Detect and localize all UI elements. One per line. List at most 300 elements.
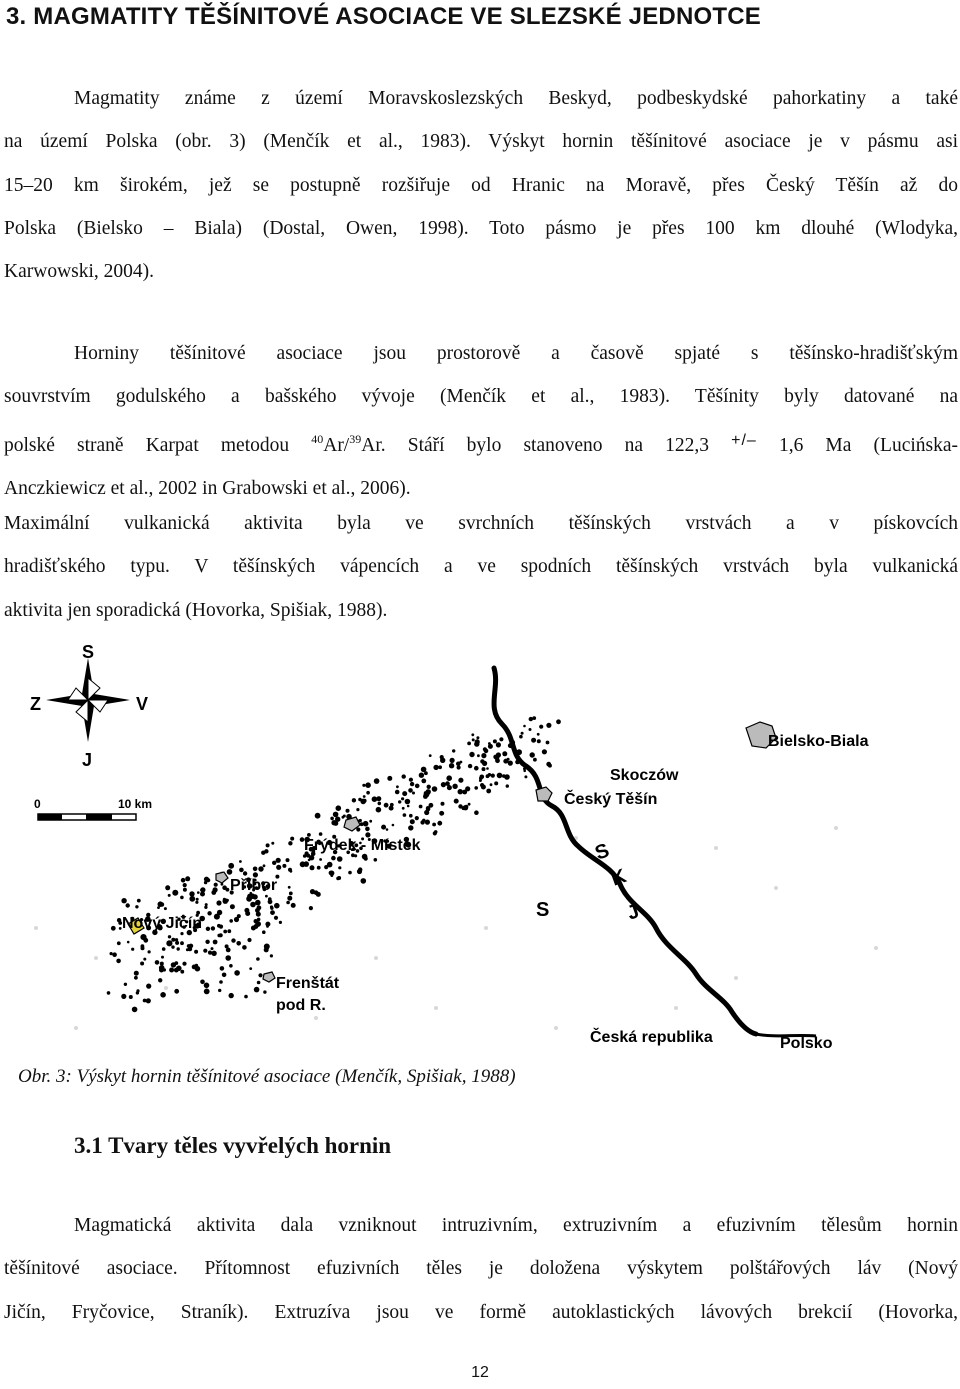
- occurrence-dot: [271, 842, 274, 845]
- occurrence-dot: [121, 994, 126, 999]
- occurrence-dot: [407, 805, 410, 808]
- occurrence-dot: [195, 966, 201, 972]
- occurrence-dot: [337, 876, 341, 880]
- occurrence-dot: [519, 735, 523, 739]
- occurrence-dot: [225, 955, 231, 961]
- occurrence-dot: [146, 998, 151, 1003]
- text-line: těšínitové asociace. Přítomnost efuzivních těles je doložena výskytem polštářových láv (Nový: [4, 1258, 958, 1280]
- text-line: souvrstvím godulského a bašského vývoje (Menčík et al., 1983). Těšínity byly datované na: [4, 386, 958, 408]
- occurrence-dot: [211, 926, 215, 930]
- occurrence-dot: [217, 934, 220, 937]
- scale-start-label: 0: [34, 797, 41, 811]
- occurrence-dot: [467, 742, 471, 746]
- paragraph-intro: [4, 77, 958, 293]
- paragraph-activity: [4, 502, 958, 632]
- occurrence-dot: [229, 964, 233, 968]
- occurrence-dot: [516, 749, 522, 755]
- occurrence-dot: [214, 914, 220, 920]
- occurrence-dot: [421, 779, 426, 784]
- occurrence-dot: [264, 849, 268, 853]
- occurrence-dot: [362, 854, 368, 860]
- occurrence-dot: [494, 781, 498, 785]
- occurrence-dot: [200, 980, 205, 985]
- occurrence-dot: [426, 807, 430, 811]
- occurrence-dot: [250, 902, 256, 908]
- occurrence-dot: [270, 910, 275, 915]
- occurrence-dot: [327, 862, 333, 868]
- occurrence-dot: [336, 805, 342, 811]
- occurrence-dot: [363, 799, 367, 803]
- occurrence-dot: [423, 794, 428, 799]
- occurrence-dot: [502, 751, 507, 756]
- occurrence-dot: [405, 799, 411, 805]
- occurrence-dot: [531, 738, 536, 743]
- occurrence-dot: [189, 896, 195, 902]
- occurrence-dot: [490, 783, 493, 786]
- occurrence-dot: [434, 830, 438, 834]
- occurrence-dot: [256, 957, 260, 961]
- text-line: Anczkiewicz et al., 2002 in Grabowski et al., 2006).: [4, 477, 411, 499]
- occurrence-dot: [523, 767, 526, 770]
- occurrence-dot: [225, 944, 229, 948]
- occurrence-dot: [256, 912, 261, 917]
- occurrence-dot: [546, 723, 551, 728]
- occurrence-dot: [458, 778, 463, 783]
- occurrence-dot: [255, 900, 261, 906]
- occurrence-dot: [396, 785, 399, 788]
- occurrence-dot: [181, 878, 186, 883]
- occurrence-dot: [433, 765, 438, 770]
- occurrence-dot: [329, 871, 334, 876]
- occurrence-dot: [257, 905, 262, 910]
- occurrence-dot: [401, 797, 404, 800]
- occurrence-dot: [291, 903, 296, 908]
- occurrence-dot: [486, 789, 491, 794]
- occurrence-dot: [107, 991, 111, 995]
- occurrence-dot: [403, 813, 407, 817]
- occurrence-dot: [438, 765, 442, 769]
- occurrence-dot: [222, 973, 227, 978]
- occurrence-dot: [352, 798, 356, 802]
- occurrence-dot: [303, 854, 307, 858]
- map-label-czech-republic: Česká republika: [590, 1029, 713, 1046]
- figure-caption: Obr. 3: Výskyt hornin těšínitové asociace (Menčík, Spišiak, 1988): [18, 1066, 516, 1086]
- occurrence-dot: [214, 883, 218, 887]
- occurrence-dot: [515, 760, 520, 765]
- text-fragment: Ar/: [323, 434, 350, 456]
- occurrence-dot: [454, 799, 459, 804]
- occurrence-dot: [244, 995, 248, 999]
- occurrence-dot: [160, 992, 166, 998]
- occurrence-dot: [468, 803, 471, 806]
- occurrence-dot: [174, 989, 179, 994]
- occurrence-dot: [419, 805, 423, 809]
- occurrence-dot: [361, 878, 367, 884]
- occurrence-dot: [244, 908, 249, 913]
- occurrence-dot: [223, 930, 227, 934]
- occurrence-dot: [220, 966, 225, 971]
- occurrence-dot: [174, 961, 178, 965]
- occurrence-dot: [137, 899, 141, 903]
- occurrence-dot: [263, 990, 266, 993]
- chapter-heading: 3. MAGMATITY TĚŠÍNITOVÉ ASOCIACE VE SLEZSKÉ JEDNOTCE: [6, 3, 761, 30]
- occurrence-dot: [474, 766, 479, 771]
- occurrence-dot: [432, 823, 436, 827]
- compass-south-label: J: [82, 750, 93, 770]
- town-label-bielsko: Bielsko-Biala: [768, 733, 869, 750]
- occurrence-dot: [402, 807, 405, 810]
- occurrence-dot: [249, 967, 252, 970]
- occurrence-dot: [213, 887, 218, 892]
- occurrence-dot: [539, 725, 543, 729]
- occurrence-dot: [253, 867, 258, 872]
- occurrence-dot: [493, 739, 497, 743]
- occurrence-dot: [452, 749, 455, 752]
- occurrence-dot: [410, 782, 414, 786]
- occurrence-dot: [286, 901, 290, 905]
- occurrence-dot: [140, 934, 146, 940]
- compass-north-label: S: [82, 642, 95, 662]
- occurrence-dot: [182, 962, 186, 966]
- occurrence-dot: [258, 866, 263, 871]
- occurrence-dot: [542, 749, 547, 754]
- occurrence-dot: [276, 858, 281, 863]
- occurrence-dot: [452, 784, 457, 789]
- occurrence-dot: [116, 959, 121, 964]
- occurrence-dot: [356, 808, 359, 811]
- occurrence-dot: [524, 775, 527, 778]
- occurrence-dot: [286, 858, 290, 862]
- text-line: Jičín, Fryčovice, Straník). Extruzíva jsou ve formě autoklastických lávových brekcií (Hovorka,: [4, 1301, 958, 1323]
- occurrence-dot: [319, 858, 322, 861]
- zone-letter: S: [592, 839, 613, 865]
- occurrence-dot: [169, 968, 174, 973]
- occurrence-dot: [216, 900, 221, 905]
- occurrence-dot: [333, 812, 339, 818]
- occurrence-dot: [165, 885, 170, 890]
- occurrence-dot: [124, 983, 127, 986]
- occurrence-dot: [491, 774, 495, 778]
- occurrence-dot: [175, 941, 179, 945]
- occurrence-dot: [363, 795, 366, 798]
- occurrence-dot: [162, 947, 166, 951]
- occurrence-dot: [372, 796, 378, 802]
- text-line-dating: [4, 419, 958, 467]
- occurrence-dot: [272, 861, 276, 865]
- occurrence-dot: [409, 778, 413, 782]
- occurrence-dot: [310, 889, 315, 894]
- occurrence-dot: [228, 863, 234, 869]
- occurrence-dot: [479, 779, 482, 782]
- occurrence-dot: [175, 938, 178, 941]
- occurrence-dot: [508, 743, 513, 748]
- occurrence-dot: [239, 868, 244, 873]
- occurrence-dot: [177, 947, 180, 950]
- occurrence-dot: [134, 976, 138, 980]
- occurrence-dot: [161, 956, 164, 959]
- occurrence-dot: [424, 771, 428, 775]
- occurrence-dot: [254, 919, 258, 923]
- occurrence-dot: [450, 758, 455, 763]
- occurrence-dot: [422, 819, 425, 822]
- occurrence-dot: [222, 885, 227, 890]
- occurrence-dot: [408, 825, 413, 830]
- occurrence-dot: [389, 806, 394, 811]
- occurrence-dot: [112, 952, 117, 957]
- occurrence-dot: [158, 901, 164, 907]
- occurrence-dot: [183, 883, 187, 887]
- occurrence-dot: [384, 803, 389, 808]
- town-label-frenstat-2: pod R.: [276, 997, 326, 1014]
- town-label-skoczow: Skoczów: [610, 767, 679, 784]
- occurrence-dot: [257, 981, 261, 985]
- occurrence-dot: [168, 935, 171, 938]
- occurrence-dot: [266, 843, 270, 847]
- occurrence-dot: [146, 984, 151, 989]
- occurrence-dot: [234, 970, 240, 976]
- occurrence-dot: [223, 898, 229, 904]
- occurrence-dot: [309, 906, 313, 910]
- occurrence-dot: [229, 919, 233, 923]
- occurrence-dot: [168, 894, 171, 897]
- occurrence-dot: [425, 820, 430, 825]
- occurrence-dot: [533, 758, 537, 762]
- occurrence-dot: [148, 950, 151, 953]
- text-line: aktivita jen sporadická (Hovorka, Spišiak, 1988).: [4, 599, 388, 621]
- occurrence-dot: [117, 941, 121, 945]
- occurrence-dot: [279, 921, 282, 924]
- occurrence-dot: [111, 926, 116, 931]
- occurrence-dot: [395, 790, 400, 795]
- occurrence-dot: [143, 999, 147, 1003]
- zone-letter: J: [624, 900, 643, 925]
- town-label-frenstat: Frenštát: [276, 975, 340, 992]
- occurrence-dot: [398, 800, 401, 803]
- occurrence-dot: [204, 906, 207, 909]
- occurrence-dot: [126, 903, 130, 907]
- occurrence-dot: [374, 778, 380, 784]
- text-fragment: polské straně Karpat metodou: [4, 434, 312, 456]
- occurrence-dot: [189, 891, 194, 896]
- isotope-39: 39: [349, 431, 362, 446]
- occurrence-dot: [363, 821, 369, 827]
- occurrence-dot: [496, 742, 501, 747]
- occurrence-dot: [242, 945, 247, 950]
- occurrence-dot: [358, 867, 362, 871]
- occurrence-dot: [412, 792, 415, 795]
- occurrence-dot: [205, 940, 209, 944]
- occurrence-dot: [378, 802, 382, 806]
- occurrence-dot: [521, 732, 524, 735]
- occurrence-dot: [206, 927, 210, 931]
- occurrence-dot: [472, 738, 475, 741]
- occurrence-dot: [195, 901, 198, 904]
- text-fragment: Ar. Stáří bylo stanoveno na 122,3: [361, 434, 732, 456]
- compass-west-label: Z: [30, 694, 41, 714]
- occurrence-dot: [537, 739, 541, 743]
- occurrence-dot: [319, 832, 323, 836]
- paragraph-dating: [4, 332, 958, 510]
- plus-minus-sign: +/–: [731, 431, 757, 449]
- occurrence-dot: [227, 929, 231, 933]
- occurrence-dot: [270, 954, 273, 957]
- occurrence-dot: [437, 821, 442, 826]
- occurrence-dot: [432, 786, 438, 792]
- occurrence-dot: [440, 758, 445, 763]
- occurrence-dot: [507, 758, 510, 761]
- occurrence-dot: [471, 733, 474, 736]
- occurrence-dot: [219, 925, 223, 929]
- occurrence-dot: [127, 941, 130, 944]
- text-line: hradišťského typu. V těšínských vápencích a ve spodních těšínských vrstvách byla vulkanická: [4, 556, 958, 578]
- occurrence-dot: [458, 789, 463, 794]
- occurrence-dot: [429, 754, 432, 757]
- occurrence-dot: [172, 890, 178, 896]
- occurrence-dot: [488, 773, 492, 777]
- occurrence-dot: [337, 856, 343, 862]
- occurrence-dot: [176, 966, 182, 972]
- town-label-frydek: Frýdek - Místek: [304, 837, 421, 854]
- occurrence-dot: [282, 864, 286, 868]
- occurrence-dot: [134, 971, 139, 976]
- occurrence-dot: [376, 807, 382, 813]
- occurrence-dot: [488, 744, 493, 749]
- occurrence-dot: [189, 944, 194, 949]
- occurrence-dot: [343, 815, 346, 818]
- occurrence-dot: [331, 856, 336, 861]
- occurrence-dot: [468, 764, 472, 768]
- occurrence-dot: [264, 947, 269, 952]
- geology-map: [16, 628, 960, 1060]
- occurrence-dot: [171, 938, 175, 942]
- occurrence-dot: [204, 989, 210, 995]
- occurrence-dot: [456, 762, 461, 767]
- occurrence-dot: [185, 876, 190, 881]
- occurrence-dot: [289, 892, 293, 896]
- occurrence-dot: [386, 828, 389, 831]
- occurrence-dot: [348, 871, 352, 875]
- occurrence-dot: [196, 898, 199, 901]
- map-label-poland: Polsko: [780, 1035, 833, 1052]
- text-line: Magmatická aktivita dala vzniknout intruzivním, extruzivním a efuzivním tělesům hornin: [74, 1215, 958, 1236]
- occurrence-dot: [362, 784, 365, 787]
- paragraph-shapes: [4, 1204, 958, 1334]
- occurrence-dot: [219, 980, 223, 984]
- text-line: na území Polska (obr. 3) (Menčík et al., 1983). Výskyt hornin těšínitové asociace je v pásmu asi: [4, 131, 958, 153]
- occurrence-dot: [207, 911, 211, 915]
- occurrence-dot: [218, 989, 221, 992]
- text-line: Maximální vulkanická aktivita byla ve svrchních těšínských vrstvách a v pískovcích: [4, 513, 958, 534]
- occurrence-dot: [402, 791, 407, 796]
- occurrence-dot: [508, 761, 513, 766]
- occurrence-dot: [237, 914, 241, 918]
- occurrence-dot: [211, 947, 214, 950]
- occurrence-dot: [204, 881, 207, 884]
- occurrence-dot: [458, 804, 462, 808]
- occurrence-dot: [306, 854, 310, 858]
- town-label-tesin: Český Těšín: [564, 791, 658, 808]
- occurrence-dot: [200, 887, 205, 892]
- occurrence-dot: [136, 991, 139, 994]
- occurrence-dot: [276, 865, 281, 870]
- section-heading: 3.1 Tvary těles vyvřelých hornin: [74, 1133, 392, 1158]
- occurrence-dot: [211, 951, 216, 956]
- occurrence-dot: [129, 995, 133, 999]
- occurrence-dot: [180, 896, 184, 900]
- text-line: 15–20 km širokém, jež se postupně rozšiřuje od Hranic na Moravě, přes Český Těšín až do: [4, 174, 958, 196]
- occurrence-dot: [441, 782, 446, 787]
- occurrence-dot: [446, 775, 452, 781]
- occurrence-dot: [482, 761, 487, 766]
- occurrence-dot: [529, 717, 533, 721]
- occurrence-dot: [415, 784, 420, 789]
- text-fragment: 1,6 Ma (Lucińska-: [756, 434, 959, 456]
- occurrence-dot: [163, 968, 166, 971]
- occurrence-dot: [496, 752, 501, 757]
- occurrence-dot: [315, 813, 321, 819]
- page-number: 12: [471, 1364, 489, 1381]
- occurrence-dot: [556, 719, 561, 724]
- occurrence-dot: [402, 774, 406, 778]
- occurrence-dot: [427, 785, 431, 789]
- occurrence-dot: [475, 739, 480, 744]
- occurrence-dot: [135, 905, 138, 908]
- occurrence-dot: [194, 950, 198, 954]
- text-line: Magmatity známe z území Moravskoslezských Beskyd, podbeskydské pahorkatiny a také: [74, 88, 958, 109]
- occurrence-dot: [310, 865, 315, 870]
- occurrence-dot: [330, 817, 334, 821]
- occurrence-dot: [374, 858, 378, 862]
- occurrence-dot: [504, 774, 510, 780]
- occurrence-dot: [546, 741, 550, 745]
- occurrence-dot: [287, 896, 292, 901]
- occurrence-dot: [274, 916, 278, 920]
- occurrence-dot: [213, 940, 218, 945]
- occurrence-dot: [523, 725, 526, 728]
- occurrence-dot: [265, 895, 268, 898]
- text-line: Polska (Bielsko – Biala) (Dostal, Owen, 1998). Toto pásmo je přes 100 km dlouhé (Wlodyka,: [4, 217, 958, 239]
- occurrence-dot: [482, 767, 486, 771]
- occurrence-dot: [506, 784, 509, 787]
- occurrence-dot: [366, 791, 370, 795]
- occurrence-dot: [529, 728, 532, 731]
- occurrence-dot: [239, 860, 242, 863]
- occurrence-dot: [231, 938, 235, 942]
- scale-end-label: 10 km: [118, 797, 153, 811]
- occurrence-dot: [439, 811, 444, 816]
- zone-letter: K: [608, 865, 630, 891]
- occurrence-dot: [346, 809, 350, 813]
- town-label-pribor: Příbor: [230, 877, 278, 894]
- town-label-jicin: Nový Jičín: [122, 915, 203, 932]
- occurrence-dot: [121, 898, 126, 903]
- occurrence-dot: [300, 861, 306, 867]
- occurrence-dot: [117, 918, 121, 922]
- occurrence-dot: [229, 993, 234, 998]
- occurrence-dot: [143, 958, 146, 961]
- occurrence-dot: [110, 952, 113, 955]
- occurrence-dot: [462, 790, 467, 795]
- occurrence-dot: [263, 864, 266, 867]
- occurrence-dot: [132, 1007, 138, 1013]
- occurrence-dot: [171, 945, 174, 948]
- occurrence-dot: [476, 736, 479, 739]
- occurrence-dot: [484, 749, 489, 754]
- occurrence-dot: [155, 960, 160, 965]
- occurrence-dot: [203, 949, 207, 953]
- occurrence-dot: [469, 752, 474, 757]
- occurrence-dot: [530, 752, 535, 757]
